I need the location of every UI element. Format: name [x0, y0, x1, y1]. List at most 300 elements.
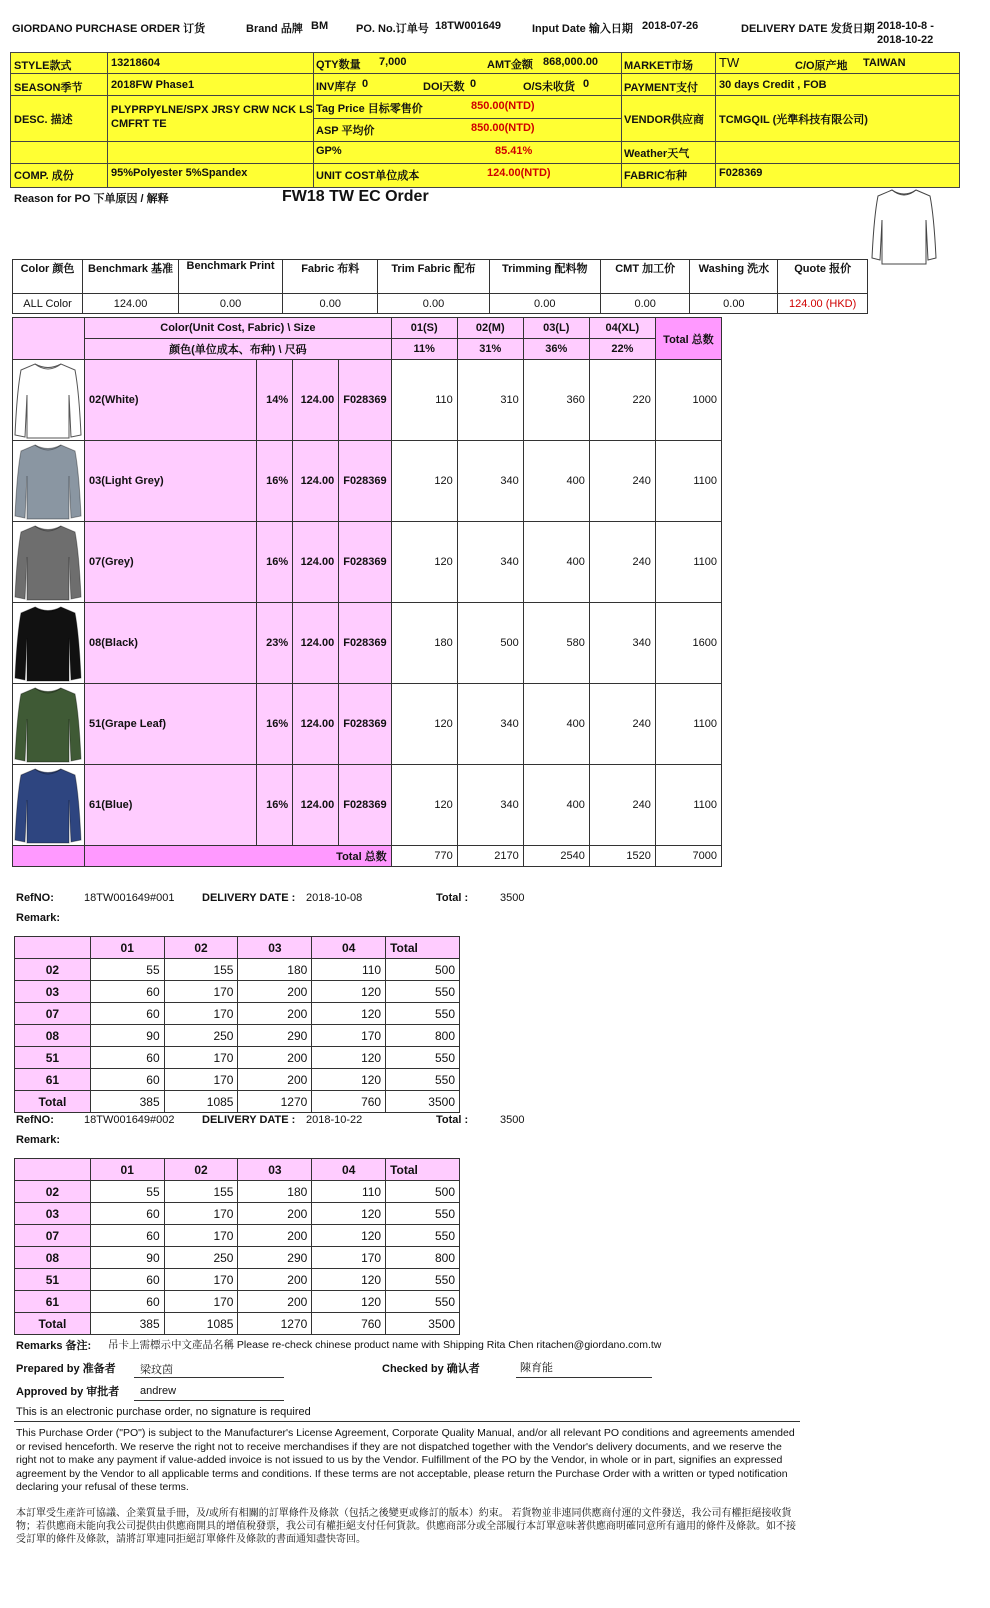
size-header-xl: 04(XL) — [589, 318, 655, 339]
delivery-col-header: 04 — [312, 937, 386, 959]
delivery-row — [15, 1203, 460, 1225]
delivery-qty: 155 — [164, 959, 238, 981]
delivery-qty: 120 — [312, 1203, 386, 1225]
delivery-row — [15, 1313, 460, 1335]
delivery-row — [15, 1291, 460, 1313]
qty-total: 1600 — [655, 603, 721, 684]
delivery-qty: 60 — [90, 1225, 164, 1247]
size-pct-xl: 22% — [589, 339, 655, 360]
delivery-col-header: 03 — [238, 937, 312, 959]
color-size-header-cn: 颜色(单位成本、布种) \ 尺码 — [85, 339, 392, 360]
delivery-corner — [15, 1159, 91, 1181]
color-unit-cost: 124.00 — [293, 765, 339, 846]
qty-l: 400 — [523, 684, 589, 765]
style-label: STYLE款式 — [14, 60, 72, 72]
total-grand: 7000 — [655, 846, 721, 867]
cost-value-8: 124.00 (HKD) — [778, 294, 868, 314]
delivery-qty: 800 — [386, 1025, 460, 1047]
delivery-qty: 800 — [386, 1247, 460, 1269]
color-pct: 16% — [257, 765, 293, 846]
color-unit-cost: 124.00 — [293, 441, 339, 522]
size-color-quantity-table — [12, 317, 722, 867]
delivery-row-label: 03 — [15, 1203, 91, 1225]
prepared-value: 梁玟茵 — [140, 1364, 173, 1376]
color-pct: 14% — [257, 360, 293, 441]
delivery-qty: 120 — [312, 1291, 386, 1313]
cost-header-0: Color 颜色 — [13, 260, 83, 294]
gp-label: GP% — [316, 145, 342, 157]
qty-s: 120 — [391, 684, 457, 765]
cost-header-2: Benchmark Print — [179, 260, 283, 294]
qty-m: 500 — [457, 603, 523, 684]
qty-xl: 240 — [589, 441, 655, 522]
delivery-qty: 385 — [90, 1313, 164, 1335]
shirt-image-cell — [13, 603, 85, 684]
shirt-image — [13, 766, 83, 844]
cost-value-2: 0.00 — [179, 294, 283, 314]
qty-s: 120 — [391, 522, 457, 603]
desc-line-1: PLYPRPYLNE/SPX JRSY CRW NCK LS — [111, 104, 314, 116]
os-label: O/S未收货 — [523, 81, 575, 93]
size-header-s: 01(S) — [391, 318, 457, 339]
delivery-qty: 120 — [312, 1003, 386, 1025]
delivery-qty: 60 — [90, 981, 164, 1003]
delivery-row — [15, 1047, 460, 1069]
delivery-qty: 170 — [164, 1047, 238, 1069]
cost-header-6: CMT 加工价 — [601, 260, 690, 294]
size-pct-m: 31% — [457, 339, 523, 360]
cost-value-1: 124.00 — [82, 294, 178, 314]
os-value: 0 — [583, 78, 590, 90]
delivery-row-label: 07 — [15, 1225, 91, 1247]
delivery-qty: 200 — [238, 1047, 312, 1069]
cost-header-3: Fabric 布料 — [283, 260, 378, 294]
shirt-image-cell — [13, 522, 85, 603]
delivery-row-label: 03 — [15, 981, 91, 1003]
qty-s: 120 — [391, 441, 457, 522]
checked-value: 陳育能 — [520, 1362, 553, 1374]
vendor-value: TCMGQIL (光準科技有限公司) — [719, 114, 868, 126]
remarks-text: 吊卡上需標示中文產品名稱 Please re-check chinese product name with Shipping Rita Chen ritachen@giordano.com.tw — [108, 1339, 662, 1351]
qty-xl: 240 — [589, 522, 655, 603]
delivery-table — [14, 936, 460, 1113]
po-label: PO. No.订单号 — [356, 23, 429, 35]
delivery-qty: 170 — [164, 1003, 238, 1025]
color-unit-cost: 124.00 — [293, 522, 339, 603]
delivery-qty: 1270 — [238, 1091, 312, 1113]
order-title: FW18 TW EC Order — [282, 188, 429, 205]
qty-s: 110 — [391, 360, 457, 441]
shirt-image-cell — [13, 765, 85, 846]
fabric-value: F028369 — [719, 167, 763, 179]
payment-value: 30 days Credit , FOB — [719, 79, 827, 91]
shirt-image-cell — [13, 684, 85, 765]
delivery-qty: 3500 — [386, 1091, 460, 1113]
delivery-qty: 550 — [386, 1291, 460, 1313]
delivery-qty: 250 — [164, 1025, 238, 1047]
qty-s: 180 — [391, 603, 457, 684]
delivery-date-label: DELIVERY DATE : — [202, 1114, 296, 1126]
color-row — [13, 522, 722, 603]
checked-label: Checked by 确认者 — [382, 1363, 480, 1375]
market-label: MARKET市场 — [624, 60, 694, 72]
doi-value: 0 — [470, 78, 477, 90]
delivery-date-end: 2018-10-22 — [877, 34, 934, 46]
delivery-row — [15, 1091, 460, 1113]
delivery-qty: 500 — [386, 1181, 460, 1203]
delivery-qty: 550 — [386, 1069, 460, 1091]
delivery-qty: 3500 — [386, 1313, 460, 1335]
payment-label: PAYMENT支付 — [624, 82, 698, 94]
delivery-qty: 550 — [386, 1003, 460, 1025]
prepared-label: Prepared by 准备者 — [16, 1363, 116, 1375]
qty-total: 1100 — [655, 765, 721, 846]
delivery-col-header: Total — [386, 1159, 460, 1181]
cost-header-1: Benchmark 基准 — [82, 260, 178, 294]
asp-value: 850.00(NTD) — [471, 122, 535, 134]
delivery-row — [15, 1025, 460, 1047]
delivery-qty: 200 — [238, 1203, 312, 1225]
cost-value-0: ALL Color — [13, 294, 83, 314]
delivery-row — [15, 1269, 460, 1291]
size-pct-l: 36% — [523, 339, 589, 360]
delivery-date-label: DELIVERY DATE 发货日期 — [741, 23, 875, 35]
delivery-qty: 170 — [164, 981, 238, 1003]
qty-m: 340 — [457, 765, 523, 846]
color-pct: 16% — [257, 522, 293, 603]
po-info-grid — [10, 52, 960, 188]
inv-label: INV库存 — [316, 81, 357, 93]
cost-header-4: Trim Fabric 配布 — [378, 260, 489, 294]
color-name: 51(Grape Leaf) — [85, 684, 257, 765]
remarks-label: Remarks 备注: — [16, 1340, 92, 1352]
color-unit-cost: 124.00 — [293, 684, 339, 765]
qty-l: 360 — [523, 360, 589, 441]
color-fabric: F028369 — [339, 603, 391, 684]
ref-label: RefNO: — [16, 892, 54, 904]
delivery-qty: 60 — [90, 1269, 164, 1291]
color-name: 08(Black) — [85, 603, 257, 684]
delivery-row — [15, 1247, 460, 1269]
color-name: 03(Light Grey) — [85, 441, 257, 522]
cost-breakdown-table — [12, 259, 868, 314]
qty-total: 1100 — [655, 522, 721, 603]
delivery-row — [15, 1003, 460, 1025]
unit-cost-value: 124.00(NTD) — [487, 167, 551, 179]
ref-number: 18TW001649#002 — [84, 1114, 175, 1126]
delivery-qty: 120 — [312, 1225, 386, 1247]
qty-l: 400 — [523, 441, 589, 522]
qty-total: 1100 — [655, 441, 721, 522]
color-fabric: F028369 — [339, 522, 391, 603]
shirt-image — [13, 442, 83, 520]
delivery-qty: 90 — [90, 1025, 164, 1047]
delivery-row-label: 02 — [15, 1181, 91, 1203]
doi-label: DOI天数 — [423, 81, 465, 93]
qty-label: QTY数量 — [316, 59, 361, 71]
delivery-row-label: Total — [15, 1091, 91, 1113]
color-pct: 23% — [257, 603, 293, 684]
delivery-qty: 200 — [238, 1269, 312, 1291]
delivery-qty: 1270 — [238, 1313, 312, 1335]
cost-header-8: Quote 报价 — [778, 260, 868, 294]
delivery-qty: 550 — [386, 1269, 460, 1291]
delivery-qty: 60 — [90, 1291, 164, 1313]
delivery-qty: 1085 — [164, 1091, 238, 1113]
color-fabric: F028369 — [339, 684, 391, 765]
color-fabric: F028369 — [339, 441, 391, 522]
color-unit-cost: 124.00 — [293, 603, 339, 684]
total-l: 2540 — [523, 846, 589, 867]
cost-value-3: 0.00 — [283, 294, 378, 314]
market-value: TW — [719, 55, 740, 70]
ref-number: 18TW001649#001 — [84, 892, 175, 904]
gp-value: 85.41% — [495, 145, 533, 157]
delivery-col-header: 01 — [90, 1159, 164, 1181]
total-m: 2170 — [457, 846, 523, 867]
shirt-image — [13, 361, 83, 439]
delivery-total-label: Total : — [436, 892, 469, 904]
total-s: 770 — [391, 846, 457, 867]
approved-label: Approved by 审批者 — [16, 1386, 120, 1398]
image-header-cell — [13, 318, 85, 360]
delivery-qty: 110 — [312, 1181, 386, 1203]
season-value: 2018FW Phase1 — [111, 79, 195, 91]
delivery-row — [15, 1069, 460, 1091]
delivery-date-start: 2018-10-8 - — [877, 20, 934, 32]
size-header-m: 02(M) — [457, 318, 523, 339]
delivery-qty: 120 — [312, 1069, 386, 1091]
remark-label: Remark: — [16, 912, 61, 924]
cost-value-7: 0.00 — [690, 294, 778, 314]
delivery-qty: 170 — [312, 1247, 386, 1269]
delivery-qty: 120 — [312, 981, 386, 1003]
delivery-col-header: 02 — [164, 937, 238, 959]
terms-chinese: 本訂單受生產許可協議、企業質量手冊，及/或所有相關的訂單條件及條款（包括之後變更或修訂的版本）約束。 若貨物並非連同供應商付運的文件發送，我公司有權拒絕接收貨物；若供應商未能向我公司提供由供應商開具的增值稅發票，我公司有權拒絕支付任何貨款。供應商部分或全部履行本訂單意味著供應商明確同意所有適用的條件及條款。如不接受訂單的條件及條款，請將訂單連同拒絕訂單條件及條款的書面通知盡快寄回。 — [16, 1508, 796, 1545]
qty-total: 1100 — [655, 684, 721, 765]
delivery-row-label: 61 — [15, 1069, 91, 1091]
delivery-qty: 170 — [164, 1269, 238, 1291]
electronic-note: This is an electronic purchase order, no signature is required — [16, 1406, 311, 1418]
co-label: C/O原产地 — [795, 60, 848, 72]
delivery-qty: 550 — [386, 981, 460, 1003]
delivery-qty: 55 — [90, 959, 164, 981]
delivery-qty: 550 — [386, 1047, 460, 1069]
delivery-qty: 250 — [164, 1247, 238, 1269]
delivery-qty: 90 — [90, 1247, 164, 1269]
shirt-image — [13, 523, 83, 601]
qty-xl: 220 — [589, 360, 655, 441]
delivery-date: 2018-10-22 — [306, 1114, 363, 1126]
fabric-label: FABRIC布种 — [624, 170, 687, 182]
delivery-row-label: 08 — [15, 1247, 91, 1269]
total-xl: 1520 — [589, 846, 655, 867]
total-header: Total 总数 — [655, 318, 721, 360]
shirt-image — [13, 604, 83, 682]
delivery-qty: 60 — [90, 1003, 164, 1025]
qty-total: 1000 — [655, 360, 721, 441]
unit-cost-label: UNIT COST单位成本 — [316, 170, 420, 182]
total-row-label: Total 总数 — [85, 846, 392, 867]
size-header-l: 03(L) — [523, 318, 589, 339]
delivery-qty: 760 — [312, 1313, 386, 1335]
qty-l: 400 — [523, 522, 589, 603]
delivery-qty: 55 — [90, 1181, 164, 1203]
delivery-qty: 290 — [238, 1247, 312, 1269]
delivery-col-header: 02 — [164, 1159, 238, 1181]
delivery-qty: 200 — [238, 1291, 312, 1313]
cost-header-7: Washing 洗水 — [690, 260, 778, 294]
delivery-date: 2018-10-08 — [306, 892, 363, 904]
style-value: 13218604 — [111, 57, 160, 69]
delivery-qty: 180 — [238, 1181, 312, 1203]
total-row-blank — [13, 846, 85, 867]
color-unit-cost: 124.00 — [293, 360, 339, 441]
po-number: 18TW001649 — [435, 20, 502, 32]
qty-xl: 240 — [589, 684, 655, 765]
cost-header-5: Trimming 配料物 — [489, 260, 600, 294]
desc-label: DESC. 描述 — [14, 114, 73, 126]
delivery-qty: 120 — [312, 1269, 386, 1291]
color-row — [13, 765, 722, 846]
delivery-row-label: 61 — [15, 1291, 91, 1313]
color-name: 02(White) — [85, 360, 257, 441]
color-name: 61(Blue) — [85, 765, 257, 846]
delivery-corner — [15, 937, 91, 959]
delivery-total-label: Total : — [436, 1114, 469, 1126]
delivery-qty: 500 — [386, 959, 460, 981]
delivery-date-label: DELIVERY DATE : — [202, 892, 296, 904]
approved-value: andrew — [140, 1385, 177, 1397]
shirt-image-cell — [13, 441, 85, 522]
inv-value: 0 — [362, 78, 369, 90]
delivery-qty: 200 — [238, 1003, 312, 1025]
delivery-row — [15, 1181, 460, 1203]
qty-xl: 340 — [589, 603, 655, 684]
delivery-row-label: 07 — [15, 1003, 91, 1025]
color-fabric: F028369 — [339, 765, 391, 846]
comp-label: COMP. 成份 — [14, 170, 74, 182]
size-pct-s: 11% — [391, 339, 457, 360]
co-value: TAIWAN — [863, 57, 906, 69]
delivery-row-label: 51 — [15, 1269, 91, 1291]
delivery-total: 3500 — [500, 1114, 525, 1126]
vendor-label: VENDOR供应商 — [624, 114, 705, 126]
delivery-qty: 290 — [238, 1025, 312, 1047]
delivery-qty: 170 — [312, 1025, 386, 1047]
delivery-table — [14, 1158, 460, 1335]
delivery-qty: 180 — [238, 959, 312, 981]
delivery-row — [15, 959, 460, 981]
desc-line-2: CMFRT TE — [111, 118, 167, 130]
delivery-qty: 110 — [312, 959, 386, 981]
qty-m: 340 — [457, 522, 523, 603]
qty-l: 400 — [523, 765, 589, 846]
qty-xl: 240 — [589, 765, 655, 846]
input-date-label: Input Date 输入日期 — [532, 23, 633, 35]
color-pct: 16% — [257, 684, 293, 765]
color-row — [13, 603, 722, 684]
delivery-qty: 200 — [238, 981, 312, 1003]
reason-label: Reason for PO 下单原因 / 解释 — [14, 193, 169, 205]
delivery-row — [15, 981, 460, 1003]
delivery-qty: 200 — [238, 1225, 312, 1247]
color-pct: 16% — [257, 441, 293, 522]
remark-label: Remark: — [16, 1134, 61, 1146]
delivery-qty: 170 — [164, 1291, 238, 1313]
delivery-total: 3500 — [500, 892, 525, 904]
color-size-header: Color(Unit Cost, Fabric) \ Size — [85, 318, 392, 339]
delivery-qty: 200 — [238, 1069, 312, 1091]
delivery-qty: 155 — [164, 1181, 238, 1203]
delivery-col-header: 04 — [312, 1159, 386, 1181]
ref-label: RefNO: — [16, 1114, 54, 1126]
delivery-row-label: 02 — [15, 959, 91, 981]
tag-price-label: Tag Price 目标零售价 — [316, 103, 423, 115]
amt-label: AMT金额 — [487, 59, 533, 71]
color-row — [13, 360, 722, 441]
terms-english: This Purchase Order ("PO") is subject to the Manufacturer's License Agreement, Corporate Quality Manual, and/or all relevant PO conditions and agreements amended or revised henceforth. We reserve the right not to receive merchandises if they are not dispatched together with the Vendor's delivery documents, and we reserve the right not to make any payment if value-added invoice is not issued to us by the Vendor. Fulfillment of the PO by the Vendor, in whole or in part, signifies an expressed agreement by the Vendor to all applicable terms and conditions. If these terms are not acceptable, please return the Purchase Order with a written or typed notification declaring your refusal of these terms. — [16, 1427, 795, 1493]
qty-m: 340 — [457, 684, 523, 765]
weather-label: Weather天气 — [624, 148, 690, 160]
cost-value-5: 0.00 — [489, 294, 600, 314]
product-sketch — [868, 186, 940, 268]
cost-value-4: 0.00 — [378, 294, 489, 314]
delivery-qty: 60 — [90, 1203, 164, 1225]
delivery-qty: 385 — [90, 1091, 164, 1113]
color-row — [13, 441, 722, 522]
color-fabric: F028369 — [339, 360, 391, 441]
cost-value-6: 0.00 — [601, 294, 690, 314]
delivery-row-label: Total — [15, 1313, 91, 1335]
qty-s: 120 — [391, 765, 457, 846]
company-title: GIORDANO PURCHASE ORDER 订货 — [12, 23, 206, 35]
delivery-qty: 1085 — [164, 1313, 238, 1335]
delivery-col-header: Total — [386, 937, 460, 959]
delivery-qty: 60 — [90, 1047, 164, 1069]
delivery-col-header: 01 — [90, 937, 164, 959]
season-label: SEASON季节 — [14, 82, 83, 94]
delivery-qty: 60 — [90, 1069, 164, 1091]
color-row — [13, 684, 722, 765]
brand-label: Brand 品牌 — [246, 23, 303, 35]
delivery-qty: 170 — [164, 1069, 238, 1091]
comp-value: 95%Polyester 5%Spandex — [111, 167, 248, 179]
delivery-qty: 760 — [312, 1091, 386, 1113]
delivery-col-header: 03 — [238, 1159, 312, 1181]
shirt-image-cell — [13, 360, 85, 441]
delivery-row-label: 51 — [15, 1047, 91, 1069]
brand-value: BM — [311, 20, 329, 32]
input-date: 2018-07-26 — [642, 20, 699, 32]
shirt-image — [13, 685, 83, 763]
delivery-qty: 170 — [164, 1225, 238, 1247]
amt-value: 868,000.00 — [543, 56, 599, 68]
qty-value: 7,000 — [379, 56, 407, 68]
delivery-qty: 550 — [386, 1203, 460, 1225]
delivery-qty: 170 — [164, 1203, 238, 1225]
qty-m: 340 — [457, 441, 523, 522]
delivery-row — [15, 1225, 460, 1247]
color-name: 07(Grey) — [85, 522, 257, 603]
qty-m: 310 — [457, 360, 523, 441]
asp-label: ASP 平均价 — [316, 125, 375, 137]
delivery-row-label: 08 — [15, 1025, 91, 1047]
delivery-qty: 550 — [386, 1225, 460, 1247]
tag-price-value: 850.00(NTD) — [471, 100, 535, 112]
delivery-qty: 120 — [312, 1047, 386, 1069]
qty-l: 580 — [523, 603, 589, 684]
